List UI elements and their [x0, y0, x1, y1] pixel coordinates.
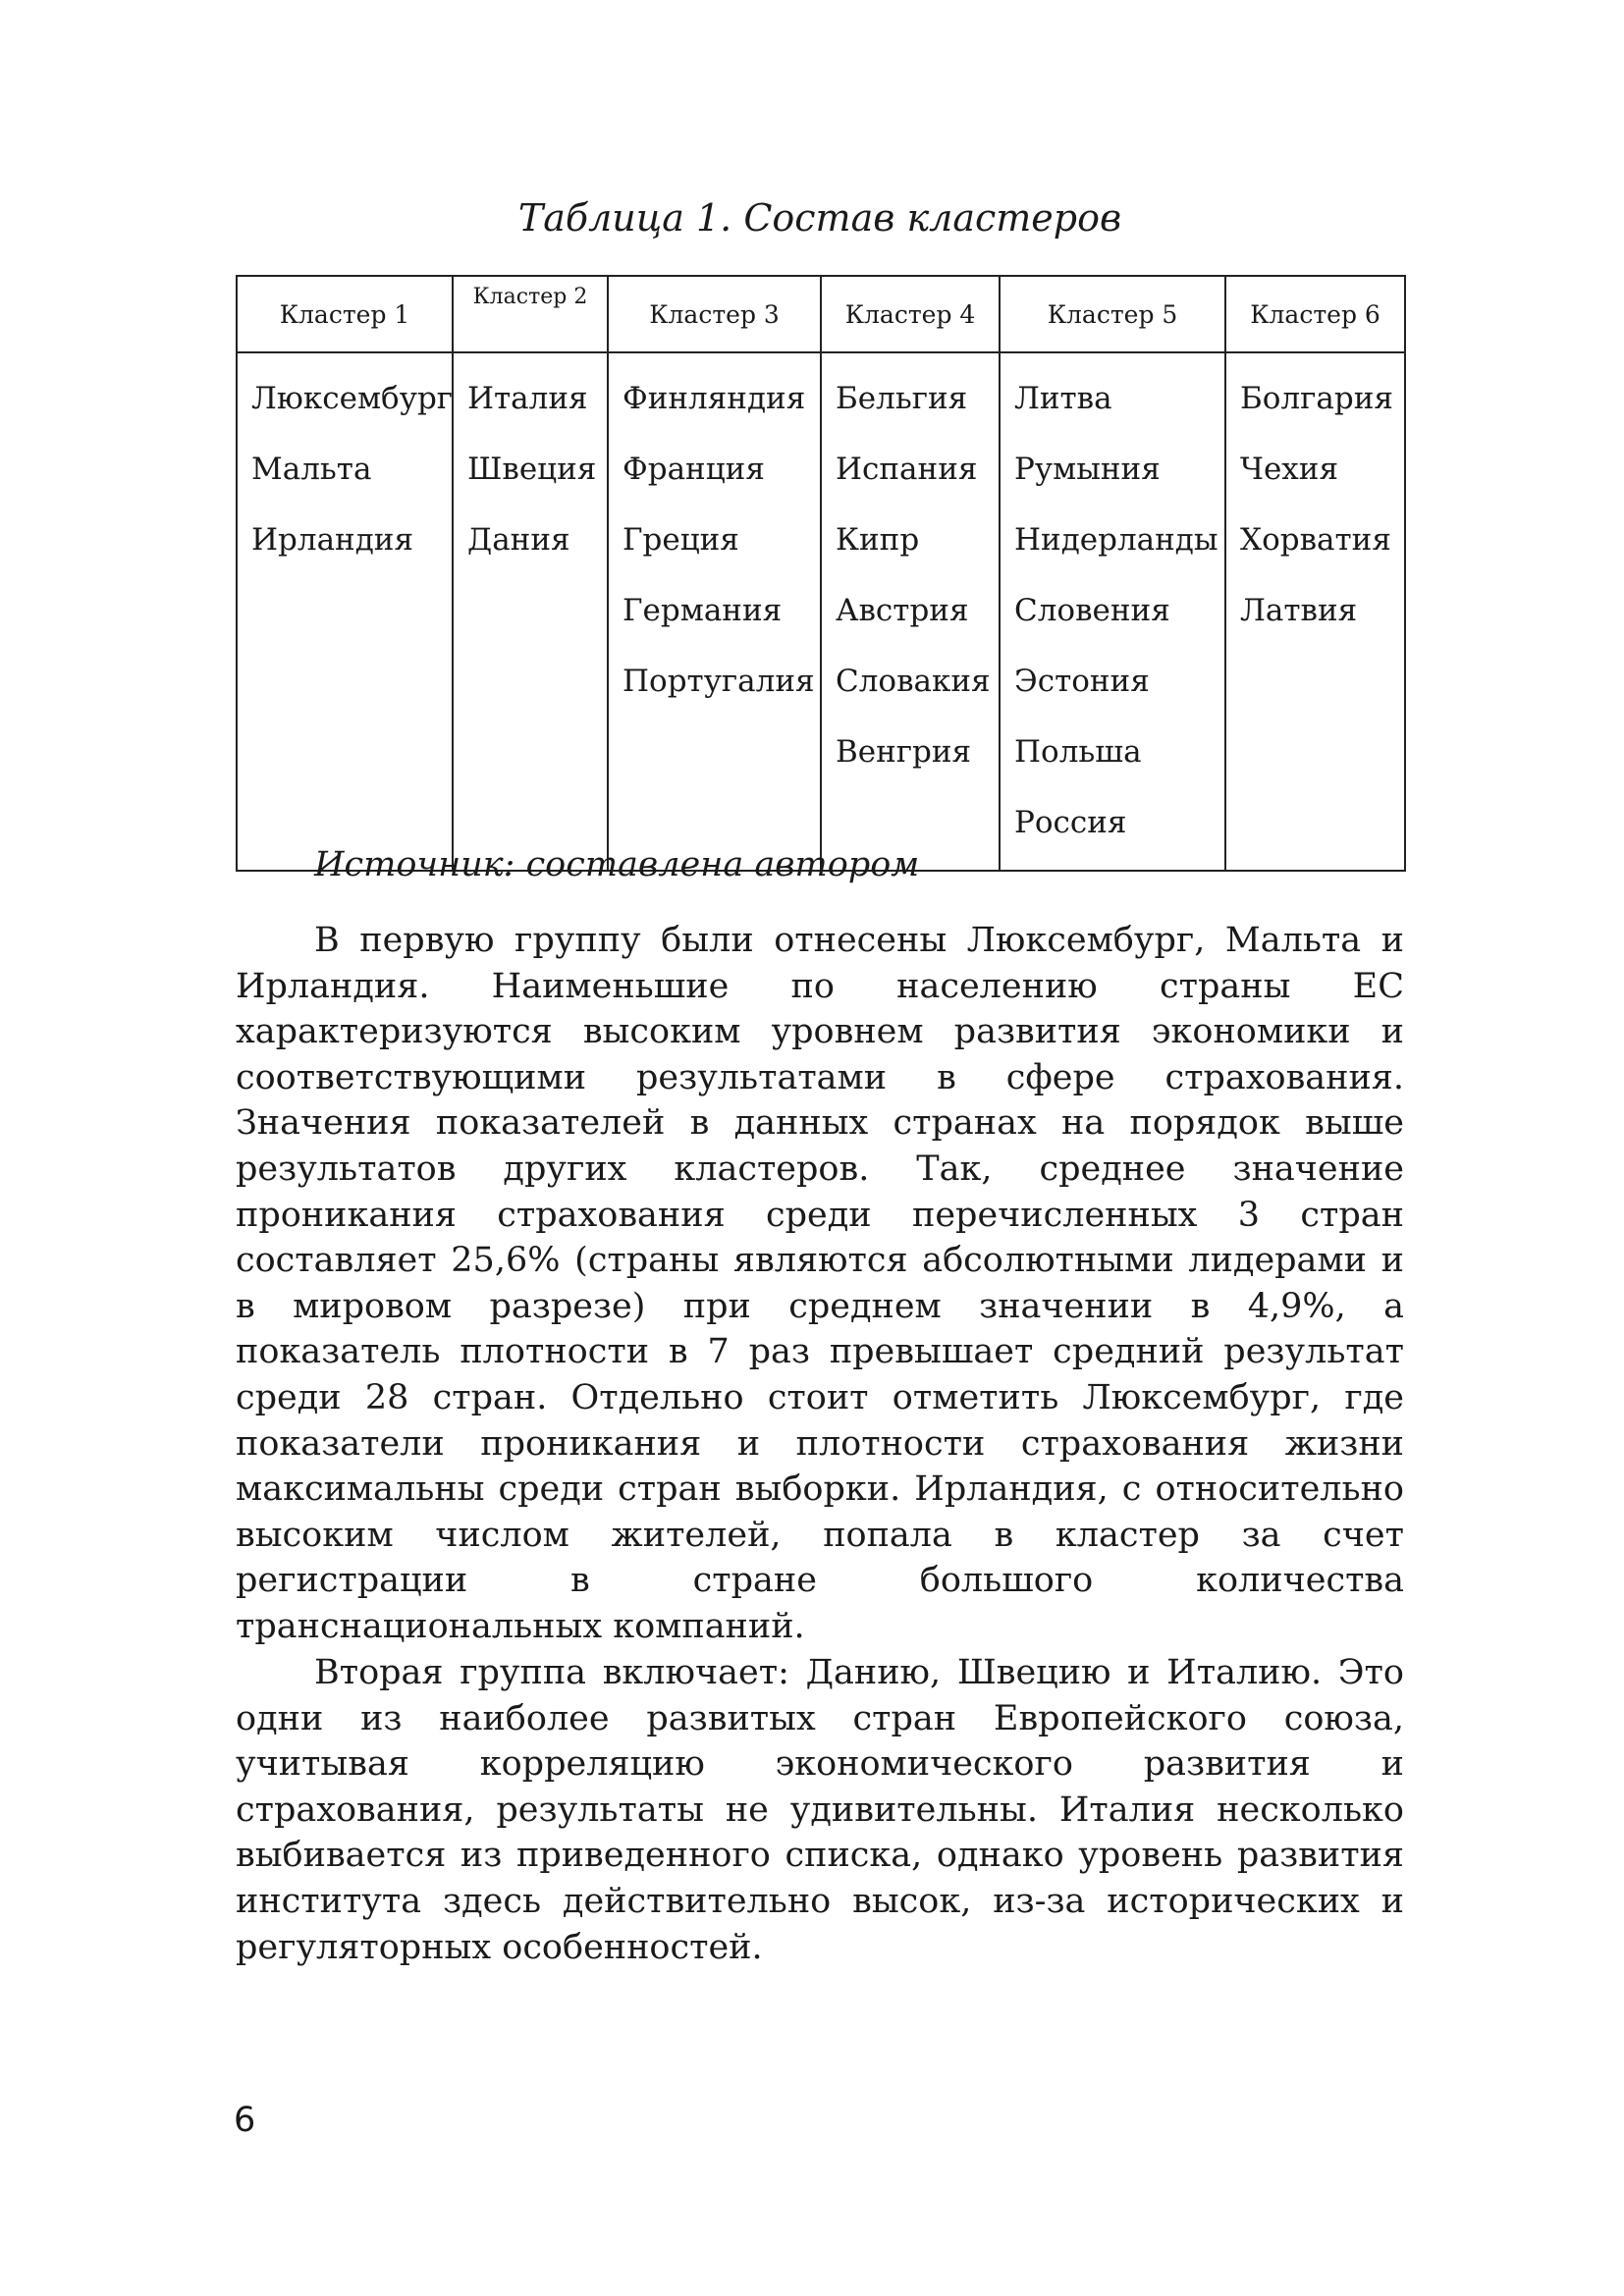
country-item: Мальта — [251, 452, 372, 487]
country-item: Испания — [836, 452, 978, 487]
body-paragraph: Вторая группа включает: Данию, Швецию и Италию. Это одни из наиболее развитых стран Европейского союза, учитывая корреляцию экономического развития и страхования, результаты не удивительны. Италия несколько выбивается из приведенного списка, однако уровень развития института здесь действительно высок, из-за исторических и регуляторных особенностей. — [236, 1653, 1404, 1967]
country-item: Финляндия — [623, 381, 806, 416]
column-header-cluster-6: Кластер 6 — [1225, 276, 1405, 352]
country-item: Италия — [467, 381, 588, 416]
cluster-6-cell — [1225, 352, 1405, 871]
country-item: Ирландия — [251, 522, 414, 558]
cluster-4-cell — [821, 352, 1000, 871]
cluster-1-cell — [237, 352, 453, 871]
cluster-3-cell — [608, 352, 821, 871]
country-item: Дания — [467, 522, 570, 558]
country-item: Словакия — [836, 664, 991, 699]
country-item: Чехия — [1240, 452, 1339, 487]
country-item: Эстония — [1014, 664, 1150, 699]
country-item: Кипр — [836, 522, 920, 558]
cluster-5-cell — [1000, 352, 1225, 871]
country-item: Словения — [1014, 593, 1170, 628]
cluster-2-cell — [453, 352, 608, 871]
country-item: Португалия — [623, 664, 815, 699]
country-item: Румыния — [1014, 452, 1161, 487]
column-header-cluster-2: Кластер 2 — [453, 276, 608, 352]
table-caption: Таблица 1. Состав кластеров — [517, 196, 1122, 240]
country-item: Венгрия — [836, 734, 972, 770]
country-item: Бельгия — [836, 381, 968, 416]
country-item: Австрия — [836, 593, 969, 628]
column-header-cluster-3: Кластер 3 — [608, 276, 821, 352]
country-item: Франция — [623, 452, 765, 487]
table-source-note: Источник: составлена автором — [314, 845, 920, 884]
clusters-table — [236, 275, 1406, 872]
column-header-cluster-1: Кластер 1 — [237, 276, 453, 352]
column-header-cluster-4: Кластер 4 — [821, 276, 1000, 352]
country-item: Швеция — [467, 452, 597, 487]
country-item: Германия — [623, 593, 783, 628]
country-item: Литва — [1014, 381, 1112, 416]
column-header-cluster-5: Кластер 5 — [1000, 276, 1225, 352]
country-item: Латвия — [1240, 593, 1358, 628]
table-header-row — [237, 276, 1405, 352]
country-item: Нидерланды — [1014, 522, 1218, 558]
country-item: Россия — [1014, 805, 1127, 840]
body-paragraph: В первую группу были отнесены Люксембург, Мальта и Ирландия. Наименьшие по населению страны ЕС характеризуются высоким уровнем развития экономики и соответствующими результатами в сфере страхования. Значения показателей в данных странах на порядок выше результатов других кластеров. Так, среднее значение проникания страхования среди перечисленных 3 стран составляет 25,6% (страны являются абсолютными лидерами и в мировом разрезе) при среднем значении в 4,9%, а показатель плотности в 7 раз превышает средний результат среди 28 стран. Отдельно стоит отметить Люксембург, где показатели проникания и плотности страхования жизни максимальны среди стран выборки. Ирландия, с относительно высоким числом жителей, попала в кластер за счет регистрации в стране большого количества транснациональных компаний. — [236, 921, 1404, 1646]
country-item: Греция — [623, 522, 739, 558]
page-number: 6 — [234, 2101, 256, 2140]
country-item: Люксембург — [251, 381, 454, 416]
country-item: Польша — [1014, 734, 1142, 770]
country-item: Хорватия — [1240, 522, 1391, 558]
country-item: Болгария — [1240, 381, 1393, 416]
table-body-row — [237, 352, 1405, 871]
